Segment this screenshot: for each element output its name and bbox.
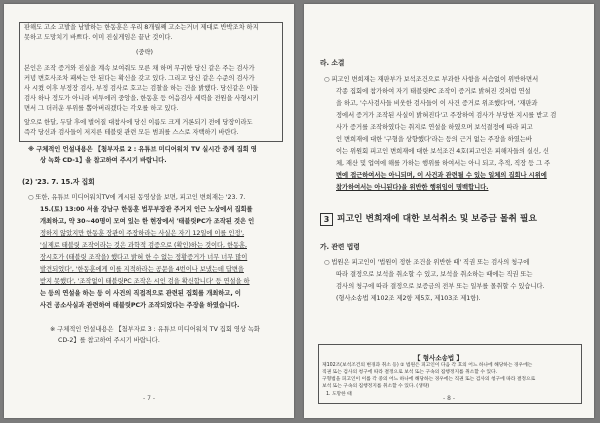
body-line: 는 등의 연설을 하는 등 이 사건의 직접적으로 관련된 집회를 개최하고, 이 bbox=[40, 290, 241, 297]
body-line: (형사소송법 제102조 제2항 제5호, 제103조 제1항). bbox=[336, 295, 481, 302]
note-line: ※ 구체적인 언설내용은 【첨부자료 2 : 유튜브 미디어워치 TV 실시간 중계 집회 영 bbox=[28, 146, 257, 153]
page-number: - 8 - bbox=[443, 395, 455, 402]
quote-line: (중략) bbox=[136, 49, 153, 56]
body-line: 참가하여서는 아니된다)을 위반한 행위임이 명백합니다. bbox=[336, 184, 489, 191]
quote-line: 못하고 도망치기 바쁘다. 이미 진실게임은 끝난 것이다. bbox=[24, 34, 173, 41]
body-line: 발견되었다', '한동훈에게 이를 지적하라는 공문을 4번이나 보냈는데 답변을 bbox=[40, 266, 244, 273]
item-heading: (2) '23. 7. 15.자 집회 bbox=[22, 178, 95, 186]
quote-line: 본인은 조작 증거와 진실을 계속 보여줘도 모른 채 하며 무귀한 당신 같은 주는 검사가 bbox=[24, 65, 255, 72]
quote-line: 앞으로 한달, 두달 후에 벌어질 대참사에 당신 이름도 크게 거론되기 전에 당장이라도 bbox=[24, 119, 253, 126]
body-line: ○ 또한, 유튜브 미디어워치TV에 게시된 동영상을 보면, 피고인 변희재는 '23. 7. bbox=[28, 194, 246, 201]
body-line: 따라 결정으로 보석을 취소할 수 있고, 보석을 취소하는 때에는 직권 또는 bbox=[336, 271, 533, 278]
law-box-title: 【 형사소송법 】 bbox=[414, 354, 463, 362]
body-line: 각종 집회에 참가하여 자기 태블릿PC 조작이 증거로 밝혀진 것처럼 연설 bbox=[336, 88, 531, 95]
law-line: 제102조(보석조건의 변경과 취소 등) ② 법원은 피고인이 다음 각 호의 어느 하나에 해당하는 경우에는 bbox=[322, 363, 533, 368]
body-line: 장시호가 (태블릿 조작을) 했다고 밝혀 한 수 없는 정황증거가 너무 너무 많이 bbox=[40, 254, 248, 261]
sub-heading: 라. 소결 bbox=[320, 59, 345, 67]
section-title: 피고인 변희재에 대한 보석취소 및 보증금 몰취 필요 bbox=[337, 214, 537, 224]
body-line: 검사의 청구에 따라 결정으로 보증금의 전부 또는 일부를 몰취할 수 있습니다. bbox=[336, 283, 545, 290]
body-line: ○ 법원은 피고인이 '법원이 정한 조건을 위반한 때' 직권 또는 검사의 청구에 bbox=[324, 259, 530, 266]
body-line: 체, 재산 및 업여에 해를 가하는 행위를 하여서는 아니 되고, 추적, 직장 등 그 주 bbox=[336, 160, 551, 167]
body-line: '실제로 태블릿 조작이라는 것은 과학적 검증으로 (확인)하는 것이다, 한동훈, bbox=[40, 242, 247, 249]
sub-heading: 가. 관련 법령 bbox=[320, 243, 360, 251]
section-number: 3 bbox=[320, 213, 333, 226]
body-line: 을 하고, '수사검사들 비웃한 검사들이 이 사건 증거로 위조했다'며, '재판과 bbox=[336, 100, 538, 107]
body-line: 받지 못했다', '조작없이 태블릿PC 조작은 시인 검을 확신합니다' 등 연설을 하 bbox=[40, 278, 250, 285]
note-line: ※ 구체적인 언설내용은 【첨부자료 3 : 유튜브 미디어워치 TV 집회 영상 녹화 bbox=[50, 326, 260, 333]
body-line: ○ 피고인 변희재는 재판부가 보석조건으로 부과한 사항을 서슴없이 위반하면서 bbox=[324, 76, 539, 83]
page-number: - 7 - bbox=[143, 395, 155, 402]
left-page bbox=[4, 4, 294, 418]
quote-line: 커녕 변호사조차 패싸는 안 된다는 확신을 갖고 있다. 그리고 당신 같은 수준의 검사가 bbox=[24, 75, 255, 82]
note-line: 상 녹화 CD-1】을 참고하여 주시기 바랍니다. bbox=[40, 157, 167, 164]
quote-line: 판해도 고소 고발을 남발하는 한동훈은 우리 8개월째 고소는거녀 제대로 반박조차 하지 bbox=[24, 24, 259, 31]
law-line: 1. 도망한 때 bbox=[326, 392, 352, 397]
body-line: 이는 위원회 피고인 변희재에 대한 보석조건 4호(피고인은 피해자들의 실신, 신 bbox=[336, 148, 549, 155]
law-line: 보석 또는 구속의 집행정지를 취소할 수 있다. (생략) bbox=[322, 384, 430, 389]
body-line: 15.(토) 13:00 서울 강남구 한동훈 법무부장관 주거지 인근 노상에서 집회를 bbox=[40, 206, 253, 213]
quote-line: 면서 그 더러운 루위를 뽑아버리겠다는 각오를 하고 있다. bbox=[24, 105, 179, 112]
law-line: 직권 또는 검사의 청구에 따라 결정으로 보석 또는 구속의 집행정지를 취소할 수 있다. bbox=[322, 370, 498, 375]
body-line: 사건 공소사실과 관련하여 태블릿PC가 조작되었다는 주장을 하였습니다. bbox=[40, 302, 240, 309]
body-line: 변에 접근하여서는 아니되며, 이 사건과 관련될 수 있는 일체의 집회나 시위에 bbox=[336, 172, 547, 179]
body-line: 개최하고, 약 30~40명이 모여 있는 한 현장에서 '태블릿PC가 조작된 것은 인 bbox=[40, 218, 255, 225]
quote-line: 즉각 당신과 검사들이 저지른 테블릿 관련 모든 범죄를 스스로 자백하기 바란다. bbox=[24, 129, 239, 136]
quote-line: 검사 하나 정도가 아니라 비투에러 중앙을, 한동훈 등 어음검사 세력을 전원을 사형시키 bbox=[24, 95, 259, 102]
quote-line: 사 시켰 이후 부정장 검사, 부정 검사로 호고는 검찰을 하는 건을 밝했다. 당신같은 이들 bbox=[24, 85, 259, 92]
body-line: 사가 증거를 조작하였다는 취지로 연설을 하였으며 보석결정에 따라 피고 bbox=[336, 124, 533, 131]
note-line: CD-2】를 참고하여 주시기 바랍니다. bbox=[58, 337, 160, 344]
section-heading bbox=[320, 213, 580, 227]
right-page bbox=[304, 4, 594, 418]
body-line: 정에서 증거가 조작된 사실이 밝혀진다'고 주장하여 검사가 부당한 지시를 받고 검 bbox=[336, 112, 557, 119]
law-line: 구형법을 피고인이 이를 각 중의 어느 하나에 해당하는 경우에는 직권 또는 검사의 청구에 따라 결정으로 bbox=[322, 377, 536, 382]
body-line: 인 변희재에 대한 '구형을 상향했다'라는 등의 근거 없는 주장을 하였는바 bbox=[336, 136, 532, 143]
body-line: 정하지 않았지만 한동훈 장관이 주장하라는 사실은 자기 12일에 이를 인정', bbox=[40, 230, 245, 237]
